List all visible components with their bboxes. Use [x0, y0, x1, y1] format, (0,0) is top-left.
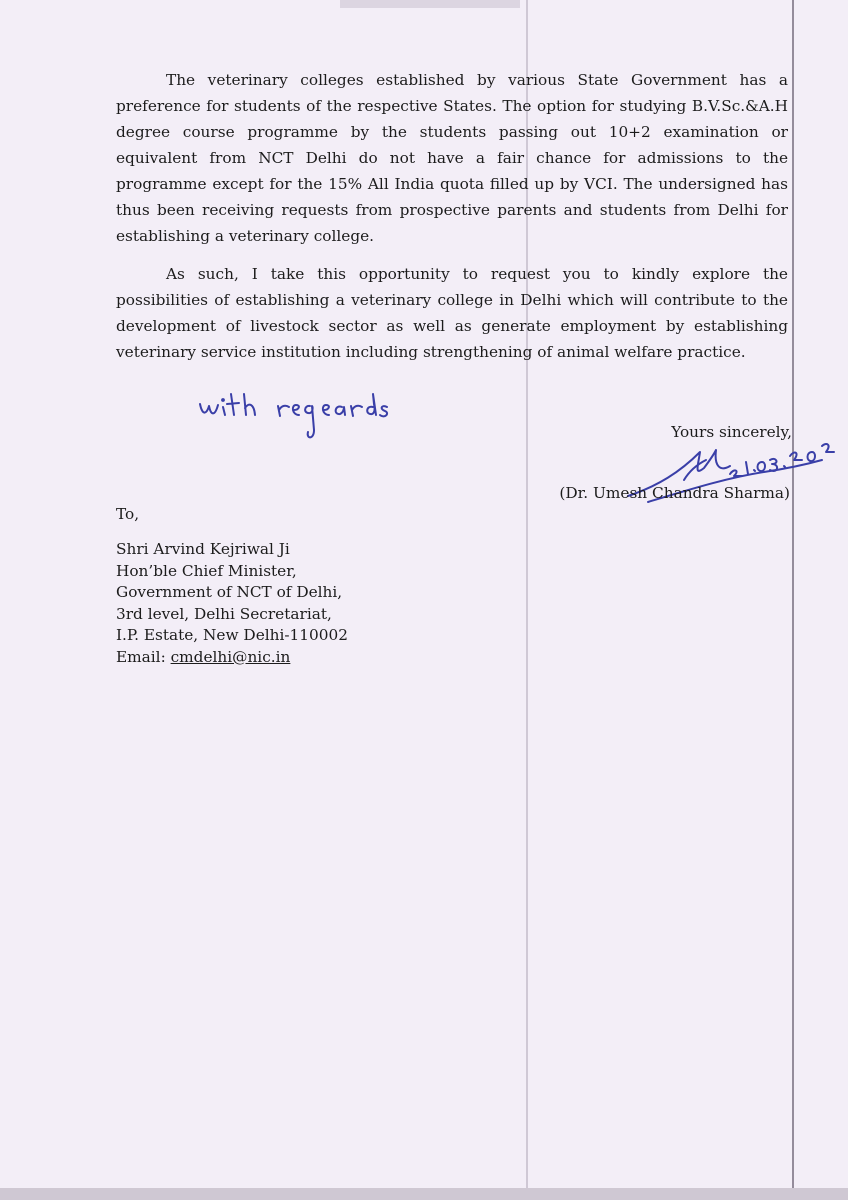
recipient-organization: Government of NCT of Delhi,	[116, 583, 343, 601]
recipient-designation: Hon’ble Chief Minister,	[116, 561, 297, 580]
recipient-name: Shri Arvind Kejriwal Ji	[116, 540, 290, 558]
body-paragraph-2: As such, I take this opportunity to request you to kindly explore the possibilities of establishing a veterinary college in Delhi which will contribute to the development of livestock sector as well as generate employment by establishing veterinary service institution including strengthening of animal welfare practice.	[116, 265, 788, 361]
email-prefix: Email:	[116, 647, 171, 666]
recipient-email-line	[116, 647, 348, 669]
scan-smudge	[340, 0, 520, 8]
recipient-address	[116, 539, 348, 668]
email-link[interactable]: cmdelhi@nic.in	[170, 647, 291, 666]
to-label: To,	[116, 505, 140, 523]
closing-salutation: Yours sincerely,	[671, 423, 792, 441]
scan-bottom-edge	[0, 1188, 848, 1200]
recipient-office: 3rd level, Delhi Secretariat,	[116, 604, 332, 623]
body-paragraph-1: The veterinary colleges established by various State Government has a preference for students of the respective States. The option for studying B.V.Sc.&A.H degree course programme by the students passing out 10+2 examination or equivalent from NCT Delhi do not have a fair chance for admissions to the programme except for the 15% All India quota filled up by VCI. The undersigned has thus been receiving requests from prospective parents and students from Delhi for establishing a veterinary college.	[116, 71, 788, 245]
signer-name: (Dr. Umesh Chandra Sharma)	[559, 484, 790, 502]
handwritten-regards	[196, 392, 392, 448]
page-edge-line	[792, 0, 794, 1200]
recipient-postal-address: I.P. Estate, New Delhi-110002	[116, 626, 348, 644]
